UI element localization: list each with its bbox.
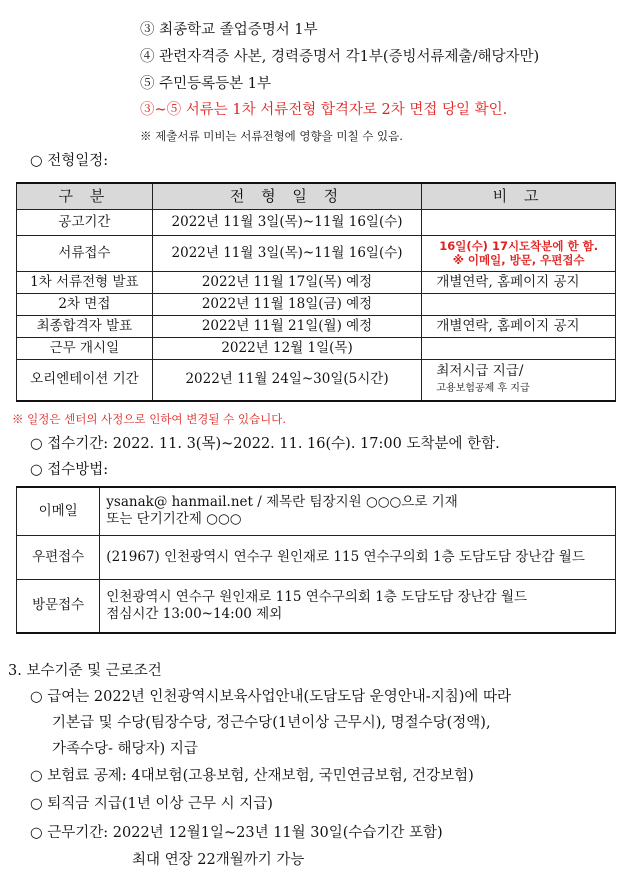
schedule-note-line1: 최저시급 지급/ [436, 362, 524, 379]
apply-row [17, 579, 616, 633]
schedule-date: 2022년 11월 3일(목)~11월 16일(수) [152, 209, 422, 235]
schedule-row [17, 337, 616, 359]
schedule-label: 최종합격자 발표 [17, 315, 153, 337]
schedule-note [422, 337, 616, 359]
apply-value: (21967) 인천광역시 연수구 원인재로 115 연수구의회 1층 도담도담 장난감 월드 [100, 535, 616, 579]
pay-bullet-1-line1: ○ 급여는 2022년 인천광역시보육사업안내(도담도담 운영안내-지침)에 따라 [30, 689, 512, 705]
schedule-header-category: 구 분 [17, 183, 153, 209]
schedule-note-line2: 고용보험공제 후 지급 [436, 382, 530, 394]
apply-visit-line2: 점심시간 13:00~14:00 제외 [106, 605, 283, 622]
pay-bullet-1-line3: 가족수당- 해당자) 지급 [52, 741, 198, 757]
schedule-header-date: 전 형 일 정 [152, 183, 422, 209]
schedule-row [17, 271, 616, 293]
schedule-note [422, 359, 616, 401]
pay-bullet-4: ○ 근무기간: 2022년 12월1일~23년 11월 30일(수습기간 포함) [30, 825, 443, 841]
schedule-date: 2022년 12월 1일(목) [152, 337, 422, 359]
schedule-label: 공고기간 [17, 209, 153, 235]
schedule-label: 오리엔테이션 기간 [17, 359, 153, 401]
schedule-header-row [17, 183, 616, 209]
apply-label: 방문접수 [17, 579, 100, 633]
apply-email-line2: 또는 단기기간제 ○○○ [106, 511, 242, 528]
schedule-table [16, 182, 616, 402]
apply-method-heading: ○ 접수방법: [30, 462, 109, 478]
doc-notice-red: ③~⑤ 서류는 1차 서류전형 합격자로 2차 면접 당일 확인. [140, 102, 508, 118]
schedule-date: 2022년 11월 17일(목) 예정 [152, 271, 422, 293]
pay-bullet-2: ○ 보험료 공제: 4대보험(고용보험, 산재보험, 국민연금보험, 건강보험) [30, 768, 474, 784]
schedule-label: 근무 개시일 [17, 337, 153, 359]
doc-item-3: ③ 최종학교 졸업증명서 1부 [140, 22, 318, 38]
schedule-note [422, 209, 616, 235]
doc-item-4: ④ 관련자격증 사본, 경력증명서 각1부(증빙서류제출/해당자만) [140, 49, 540, 65]
doc-notice-small: ※ 제출서류 미비는 서류전형에 영향을 미칠 수 있음. [140, 129, 403, 143]
apply-visit-line1: 인천광역시 연수구 원인재로 115 연수구의회 1층 도담도담 장난감 월드 [106, 588, 528, 605]
apply-label: 우편접수 [17, 535, 100, 579]
schedule-label: 1차 서류전형 발표 [17, 271, 153, 293]
schedule-note-red-line1: 16일(수) 17시도착분에 한 함. [439, 239, 599, 253]
schedule-label: 서류접수 [17, 235, 153, 271]
schedule-note [422, 293, 616, 315]
schedule-note: 개별연락, 홈페이지 공지 [422, 271, 616, 293]
apply-row [17, 487, 616, 535]
apply-value [100, 487, 616, 535]
apply-method-table [16, 486, 616, 634]
schedule-row [17, 359, 616, 401]
doc-item-5: ⑤ 주민등록등본 1부 [140, 76, 271, 92]
schedule-row [17, 315, 616, 337]
apply-row [17, 535, 616, 579]
pay-bullet-3: ○ 퇴직금 지급(1년 이상 근무 시 지급) [30, 796, 273, 812]
schedule-header-note: 비 고 [422, 183, 616, 209]
schedule-date: 2022년 11월 18일(금) 예정 [152, 293, 422, 315]
pay-bullet-1-line2: 기본급 및 수당(팀장수당, 정근수당(1년이상 근무시), 명절수당(정액), [52, 715, 491, 731]
apply-value [100, 579, 616, 633]
schedule-row [17, 293, 616, 315]
schedule-note: 개별연락, 홈페이지 공지 [422, 315, 616, 337]
pay-heading: 3. 보수기준 및 근로조건 [8, 663, 162, 679]
schedule-date: 2022년 11월 24일~30일(5시간) [152, 359, 422, 401]
apply-period: ○ 접수기간: 2022. 11. 3(목)~2022. 11. 16(수). 17:00 도착분에 한함. [30, 436, 500, 452]
apply-email-line1: ysanak@ hanmail.net / 제목란 팀장지원 ○○○으로 기재 [106, 494, 458, 511]
schedule-date: 2022년 11월 21일(월) 예정 [152, 315, 422, 337]
schedule-label: 2차 면접 [17, 293, 153, 315]
schedule-row [17, 209, 616, 235]
apply-label: 이메일 [17, 487, 100, 535]
schedule-note-red-line2: ※ 이메일, 방문, 우편접수 [452, 253, 585, 267]
schedule-row [17, 235, 616, 271]
schedule-heading: ○ 전형일정: [30, 153, 109, 169]
schedule-date: 2022년 11월 3일(목)~11월 16일(수) [152, 235, 422, 271]
schedule-footnote: ※ 일정은 센터의 사정으로 인하여 변경될 수 있습니다. [12, 412, 287, 426]
schedule-note-red [422, 235, 616, 271]
pay-bullet-4-line2: 최대 연장 22개월까기 가능 [132, 852, 305, 868]
